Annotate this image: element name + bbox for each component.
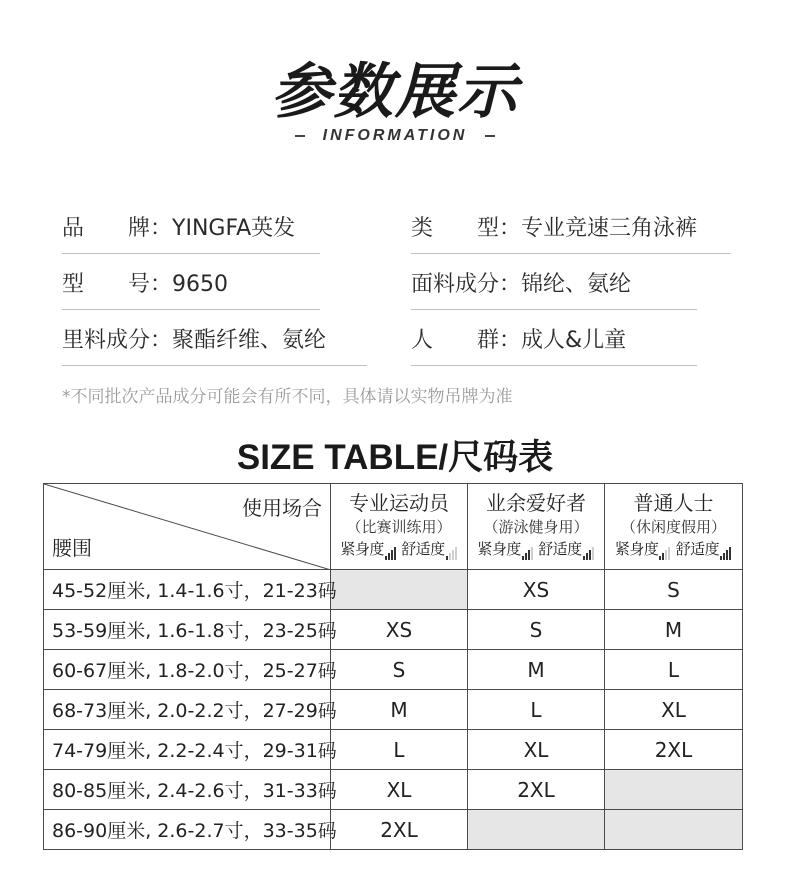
size-cell: 2XL: [468, 770, 605, 810]
signal-bar: [726, 550, 728, 560]
info-label: 里料成分：: [62, 328, 173, 353]
column-subtitle: （休闲度假用）: [620, 518, 726, 536]
table-row: [44, 730, 743, 770]
waist-cell: 68-73厘米, 2.0-2.2寸，27-29码: [44, 690, 331, 730]
signal-bar: [665, 550, 667, 560]
size-cell: L: [468, 690, 605, 730]
size-cell: [605, 770, 743, 810]
size-table-title: SIZE TABLE/尺码表: [236, 438, 554, 477]
waist-cell: 80-85厘米, 2.4-2.6寸，31-33码: [44, 770, 331, 810]
info-value: 9650: [172, 272, 229, 297]
waist-cell: 53-59厘米, 1.6-1.8寸，23-25码: [44, 610, 331, 650]
signal-bar: [720, 556, 722, 560]
signal-bar: [729, 547, 731, 560]
size-cell: S: [605, 570, 743, 610]
tightness-label: 紧身度: [340, 540, 384, 558]
info-value: 聚酯纤维、氨纶: [172, 328, 327, 353]
waist-cell: 60-67厘米, 1.8-2.0寸，25-27码: [44, 650, 331, 690]
signal-bar: [583, 556, 585, 560]
size-cell: M: [605, 610, 743, 650]
info-value: 成人&儿童: [521, 328, 627, 353]
corner-usage-label: 使用场合: [242, 496, 322, 520]
size-cell: 2XL: [331, 810, 468, 850]
size-cell: XS: [468, 570, 605, 610]
table-row: [44, 810, 743, 850]
info-label: 型 号：: [62, 272, 173, 297]
size-cell: XL: [468, 730, 605, 770]
size-table-header: [44, 484, 743, 570]
waist-cell: 45-52厘米, 1.4-1.6寸，21-23码: [44, 570, 331, 610]
table-row: [44, 610, 743, 650]
column-subtitle: （游泳健身用）: [483, 518, 589, 536]
column-header-amateur: [468, 484, 605, 570]
info-label: 人 群：: [411, 328, 522, 353]
comfort-label: 舒适度: [401, 540, 445, 558]
signal-bar: [522, 556, 524, 560]
size-cell: L: [331, 730, 468, 770]
size-cell: S: [331, 650, 468, 690]
column-meta: [331, 538, 467, 560]
signal-bars-icon: [446, 538, 458, 560]
size-cell: L: [605, 650, 743, 690]
info-label: 品 牌：: [62, 216, 173, 241]
column-header-pro: [331, 484, 468, 570]
info-lining: [62, 326, 367, 366]
waist-cell: 74-79厘米, 2.2-2.4寸，29-31码: [44, 730, 331, 770]
column-header-casual: [605, 484, 743, 570]
size-cell: 2XL: [605, 730, 743, 770]
signal-bars-icon: [659, 538, 671, 560]
subtitle-text: INFORMATION: [322, 127, 468, 144]
info-label: 面料成分：: [411, 272, 522, 297]
corner-cell: [44, 484, 331, 570]
info-model: [62, 270, 320, 310]
table-row: [44, 650, 743, 690]
size-cell: M: [331, 690, 468, 730]
size-cell: XS: [331, 610, 468, 650]
comfort-label: 舒适度: [538, 540, 582, 558]
signal-bar: [449, 553, 451, 560]
signal-bar: [723, 553, 725, 560]
page-subtitle: [0, 127, 790, 145]
signal-bar: [446, 556, 448, 560]
waist-cell: 86-90厘米, 2.6-2.7寸，33-35码: [44, 810, 331, 850]
column-meta: [468, 538, 604, 560]
column-subtitle: （比赛训练用）: [346, 518, 452, 536]
table-row: [44, 690, 743, 730]
column-title: 业余爱好者: [486, 491, 586, 515]
size-table-body: [44, 570, 743, 850]
size-cell: XL: [605, 690, 743, 730]
info-audience: [411, 326, 697, 366]
signal-bar: [385, 556, 387, 560]
table-row: [44, 570, 743, 610]
signal-bar: [525, 553, 527, 560]
corner-waist-label: 腰围: [52, 536, 92, 560]
tightness-label: 紧身度: [477, 540, 521, 558]
disclaimer-note: *不同批次产品成分可能会有所不同，具体请以实物吊牌为准: [62, 387, 513, 407]
signal-bar: [455, 547, 457, 560]
table-row: [44, 770, 743, 810]
info-type: [411, 214, 731, 254]
tightness-label: 紧身度: [614, 540, 659, 558]
signal-bar: [531, 547, 533, 560]
size-cell: [605, 810, 743, 850]
signal-bar: [589, 550, 591, 560]
column-title: 普通人士: [633, 491, 714, 515]
comfort-label: 舒适度: [675, 540, 720, 558]
signal-bar: [388, 553, 390, 560]
signal-bars-icon: [385, 538, 397, 560]
dash-right: [485, 135, 495, 137]
signal-bar: [662, 553, 664, 560]
signal-bars-icon: [522, 538, 534, 560]
size-cell: XL: [331, 770, 468, 810]
size-cell: [468, 810, 605, 850]
signal-bar: [452, 550, 454, 560]
signal-bar: [586, 553, 588, 560]
signal-bar: [668, 547, 670, 560]
signal-bar: [659, 556, 661, 560]
info-label: 类 型：: [411, 216, 522, 241]
signal-bar: [391, 550, 393, 560]
signal-bar: [394, 547, 396, 560]
column-title: 专业运动员: [349, 491, 449, 515]
info-value: 专业竞速三角泳裤: [521, 216, 698, 241]
size-cell: M: [468, 650, 605, 690]
info-value: 锦纶、氨纶: [521, 272, 632, 297]
signal-bar: [592, 547, 594, 560]
page-title: 参数展示: [271, 57, 519, 127]
size-cell: [331, 570, 468, 610]
dash-left: [295, 135, 305, 137]
signal-bar: [528, 550, 530, 560]
signal-bars-icon: [720, 538, 732, 560]
info-value: YINGFA英发: [172, 216, 296, 241]
info-fabric: [411, 270, 697, 310]
size-table: [43, 483, 743, 850]
column-meta: [605, 538, 742, 560]
signal-bars-icon: [583, 538, 595, 560]
info-brand: [62, 214, 320, 254]
size-cell: S: [468, 610, 605, 650]
